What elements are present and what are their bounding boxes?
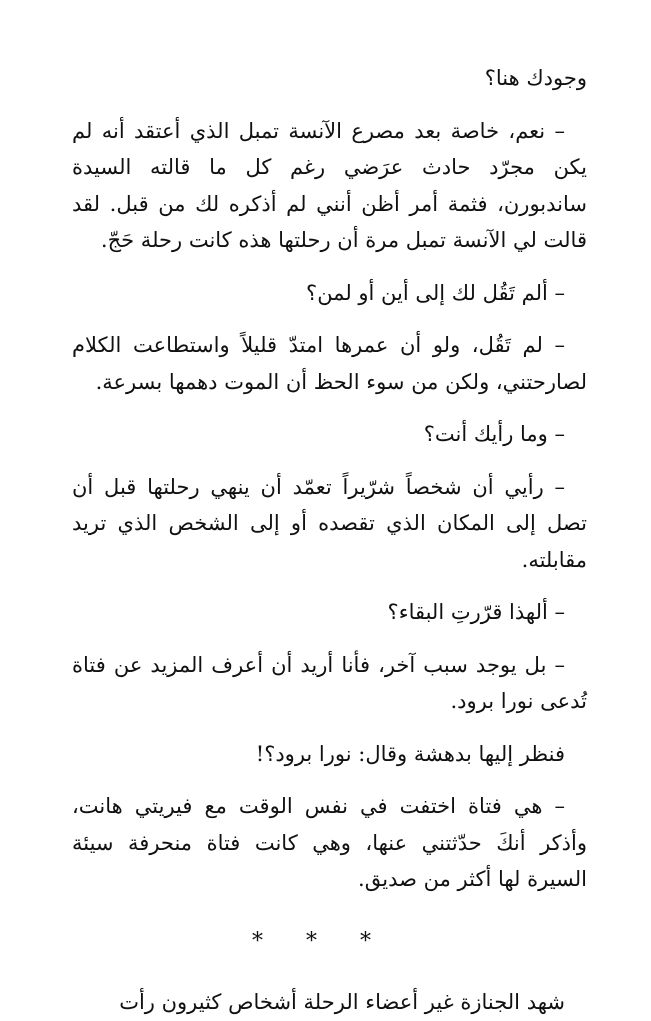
paragraph-9: فنظر إليها بدهشة وقال: نورا برود؟! [255,741,565,766]
paragraph-4: – لم تَقُل، ولو أن عمرها امتدّ قليلاً واستطاعت الكلام لصارحتني، ولكن من سوء الحظ أن الموت دهمها بسرعة. [72,333,587,394]
paragraph-5: – وما رأيك أنت؟ [423,422,565,446]
paragraph-7: – ألهذا قرّرتِ البقاء؟ [387,600,565,624]
paragraph-3: – ألم تَقُل لك إلى أين أو لمن؟ [306,280,565,305]
paragraph-last: شهد الجنازة غير أعضاء الرحلة أشخاص كثيرون رأت [119,990,565,1014]
paragraph-8: – بل يوجد سبب آخر، فأنا أريد أن أعرف المزيد عن فتاة تُدعى نورا برود. [72,652,587,713]
paragraph-10: – هي فتاة اختفت في نفس الوقت مع فيريتي هانت، وأذكر أنكَ حدّثتني عنها، وهي كانت فتاة منحرفة سيئة السيرة لها أكثر من صديق. [72,794,587,891]
paragraph-6: – رأيي أن شخصاً شرّيراً تعمّد أن ينهي رحلتها قبل أن تصل إلى المكان الذي تقصده أو إلى الشخص الذي تريد مقابلته. [72,474,587,572]
section-separator: * * * [252,928,389,954]
book-page [72,60,587,1021]
paragraph-2: – نعم، خاصة بعد مصرع الآنسة تمبل الذي أعتقد أنه لم يكن مجرّد حادث عرَضي رغم كل ما قالته السيدة ساندبورن، فثمة أمر أظن أنني لم أذكره لك من قبل. لقد قالت لي الآنسة تمبل مرة أن رحلتها هذه كانت رحلة حَجّ. [72,118,587,252]
paragraph-1: وجودك هنا؟ [484,66,587,90]
